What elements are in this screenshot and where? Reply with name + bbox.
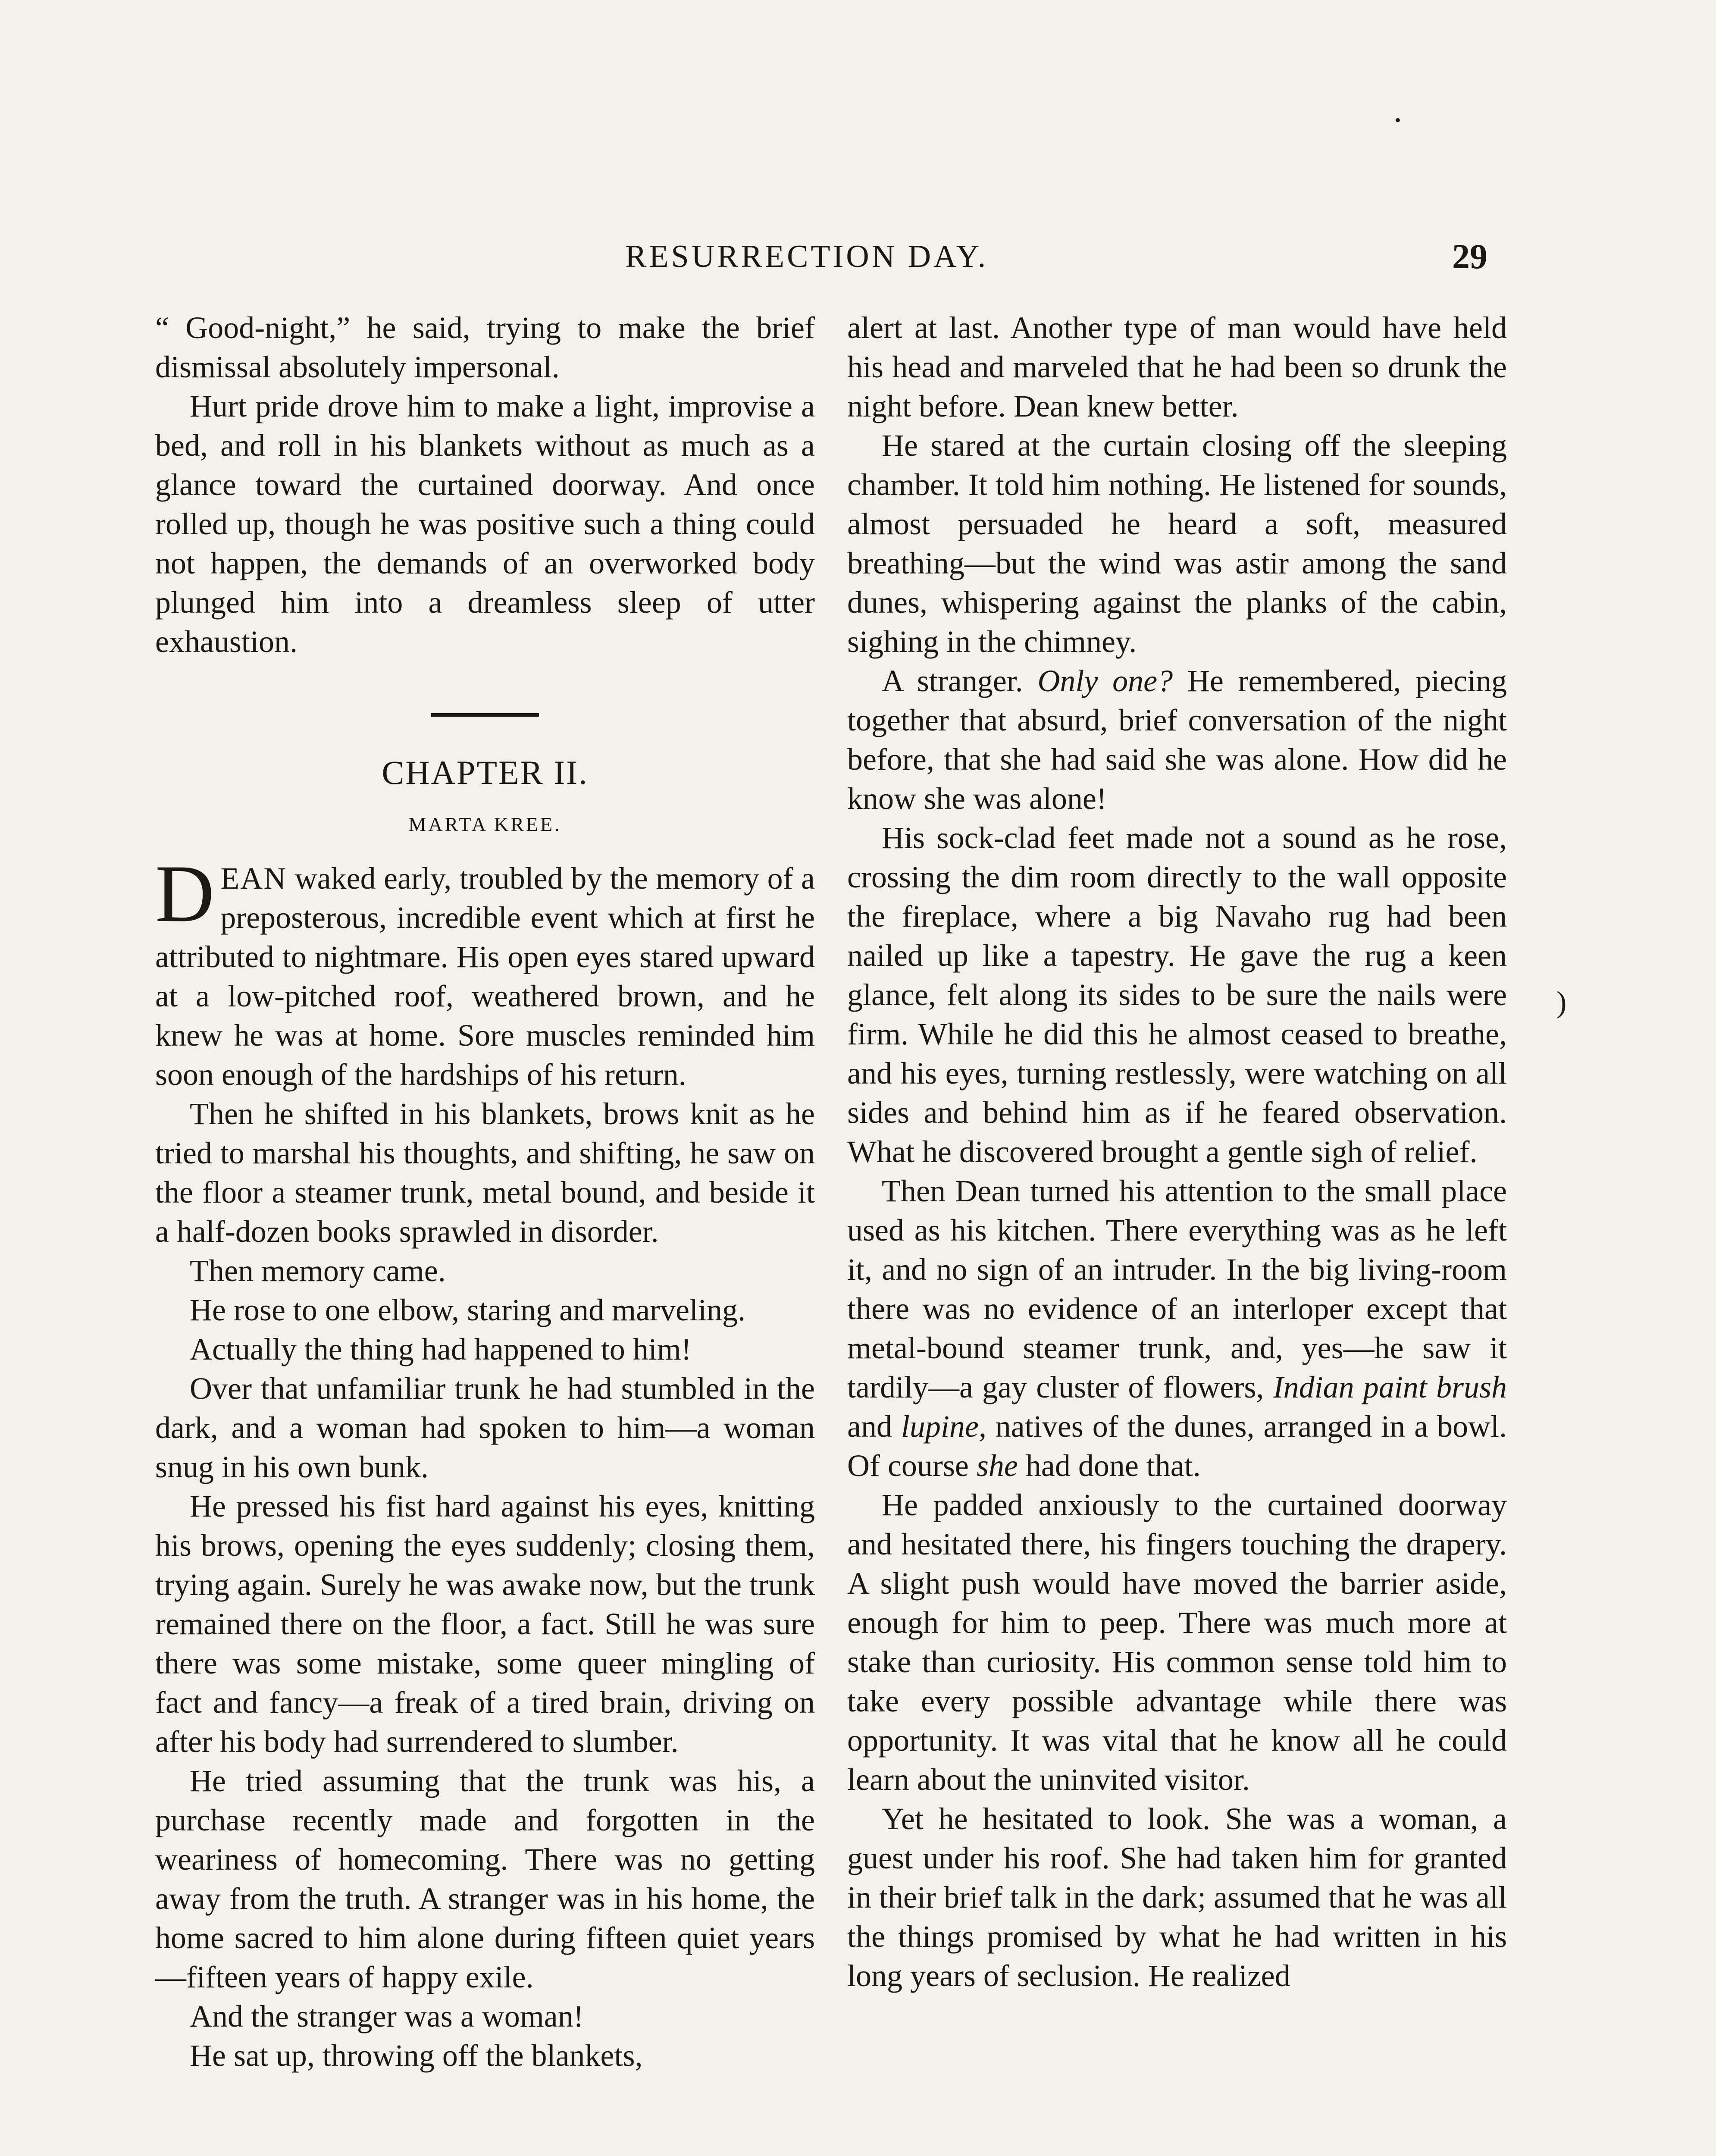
italic-text: lupine, bbox=[901, 1409, 986, 1444]
page-number: 29 bbox=[1452, 237, 1487, 276]
right-column bbox=[847, 308, 1507, 1996]
running-title: RESURRECTION DAY. bbox=[625, 239, 989, 274]
paragraph-text: had done that. bbox=[1018, 1448, 1201, 1483]
paragraph: Actually the thing had happened to him! bbox=[190, 1332, 692, 1366]
chapter-subtitle: MARTA KREE. bbox=[408, 813, 562, 835]
paragraph: He padded anxiously to the curtained doorway and hesitated there, his fingers touching the drapery. A slight push would have moved the barrier aside, enough for him to peep. There was much more at stake than curiosity. His common sense told him to take every possible advantage while there was opportunity. It was vital that he know all he could learn about the uninvited visitor. bbox=[847, 1488, 1507, 1797]
paragraph: Hurt pride drove him to make a light, improvise a bed, and roll in his blankets without as much as a glance toward the curtained doorway. And once rolled up, though he was positive such a thing could not happen, the demands of an overworked body plunged him into a dreamless sleep of utter exhaustion. bbox=[155, 389, 815, 659]
section-divider bbox=[431, 713, 539, 717]
paragraph: Then he shifted in his blankets, brows knit as he tried to marshal his thoughts, and shifting, he saw on the floor a steamer trunk, metal bound, and beside it a half-dozen books sprawled in disorder. bbox=[155, 1097, 815, 1249]
paragraph: “ Good-night,” he said, trying to make the brief dismissal absolutely impersonal. bbox=[155, 310, 815, 384]
paragraph: Then memory came. bbox=[190, 1253, 446, 1288]
paragraph: He rose to one elbow, staring and marveling. bbox=[190, 1293, 745, 1327]
paragraph bbox=[847, 661, 1507, 818]
paragraph: And the stranger was a woman! bbox=[190, 1999, 584, 2034]
paragraph: He tried assuming that the trunk was his, a purchase recently made and forgotten in the weariness of homecoming. There was no getting away from the truth. A stranger was in his home, the home sacred to him alone during fifteen quiet years—fifteen years of happy exile. bbox=[155, 1764, 815, 1994]
paragraph: He stared at the curtain closing off the sleeping chamber. It told him nothing. He listened for sounds, almost persuaded he heard a soft, measured breathing—but the wind was astir among the sand dunes, whispering against the planks of the cabin, sighing in the chimney. bbox=[847, 428, 1507, 659]
paragraph: He sat up, throwing off the blankets, bbox=[190, 2038, 643, 2073]
paragraph: Over that unfamiliar trunk he had stumbled in the dark, and a woman had spoken to him—a woman snug in his own bunk. bbox=[155, 1371, 815, 1484]
drop-cap: D bbox=[155, 849, 215, 939]
paragraph-text: natives of the dunes, arranged in a bowl. Of course bbox=[847, 1409, 1507, 1483]
paragraph-text: and bbox=[847, 1409, 901, 1444]
paragraph: Yet he hesitated to look. She was a woman, a guest under his roof. She had taken him for granted in their brief talk in the dark; assumed that he was all the things promised by what he had written in his long years of seclusion. He realized bbox=[847, 1802, 1507, 1993]
opening-paragraph bbox=[155, 849, 815, 1094]
paragraph-text: waked early, troubled by the memory of a preposterous, incredible event which at first he attributed to nightmare. His open eyes stared upward at a low-pitched roof, weathered brown, and he knew he was at home. Sore muscles reminded him soon enough of the hardships of his return. bbox=[155, 861, 815, 1092]
margin-mark: ) bbox=[1556, 986, 1567, 1019]
paragraph: alert at last. Another type of man would have held his head and marveled that he had been so drunk the night before. Dean knew better. bbox=[847, 310, 1507, 423]
paragraph-text: Then Dean turned his attention to the small place used as his kitchen. There everything was as he left it, and no sign of an intruder. In the big living-room there was no evidence of an interloper except that metal-bound steamer trunk, and, yes—he saw it tardily—a gay cluster of flowers, bbox=[847, 1174, 1507, 1404]
left-column bbox=[155, 308, 815, 2075]
italic-text: Indian paint brush bbox=[1273, 1370, 1507, 1404]
paragraph bbox=[847, 1172, 1507, 1485]
paragraph-text: He remembered, piecing together that absurd, brief conversation of the night before, that she had said she was alone. How did he know she was alone! bbox=[847, 664, 1507, 816]
chapter-title: CHAPTER II. bbox=[382, 754, 589, 791]
paragraph: His sock-clad feet made not a sound as he rose, crossing the dim room directly to the wall opposite the fireplace, where a big Navaho rug had been nailed up like a tapestry. He gave the rug a keen glance, felt along its sides to be sure the nails were firm. While he did this he almost ceased to breathe, and his eyes, turning restlessly, were watching on all sides and behind him as if he feared observation. What he discovered brought a gentle sigh of relief. bbox=[847, 821, 1507, 1169]
paragraph-text: A stranger. bbox=[882, 664, 1038, 698]
ink-speck: • bbox=[1395, 110, 1401, 130]
italic-text: Only one? bbox=[1037, 664, 1173, 698]
paragraph: He pressed his fist hard against his eyes, knitting his brows, opening the eyes suddenly; closing them, trying again. Surely he was awake now, but the trunk remained there on the floor, a fact. Still he was sure there was some mistake, some queer mingling of fact and fancy—a freak of a tired brain, driving on after his body had surrendered to slumber. bbox=[155, 1489, 815, 1759]
running-header bbox=[155, 233, 1487, 280]
italic-text: she bbox=[976, 1448, 1018, 1483]
small-caps-word: EAN bbox=[220, 861, 287, 896]
